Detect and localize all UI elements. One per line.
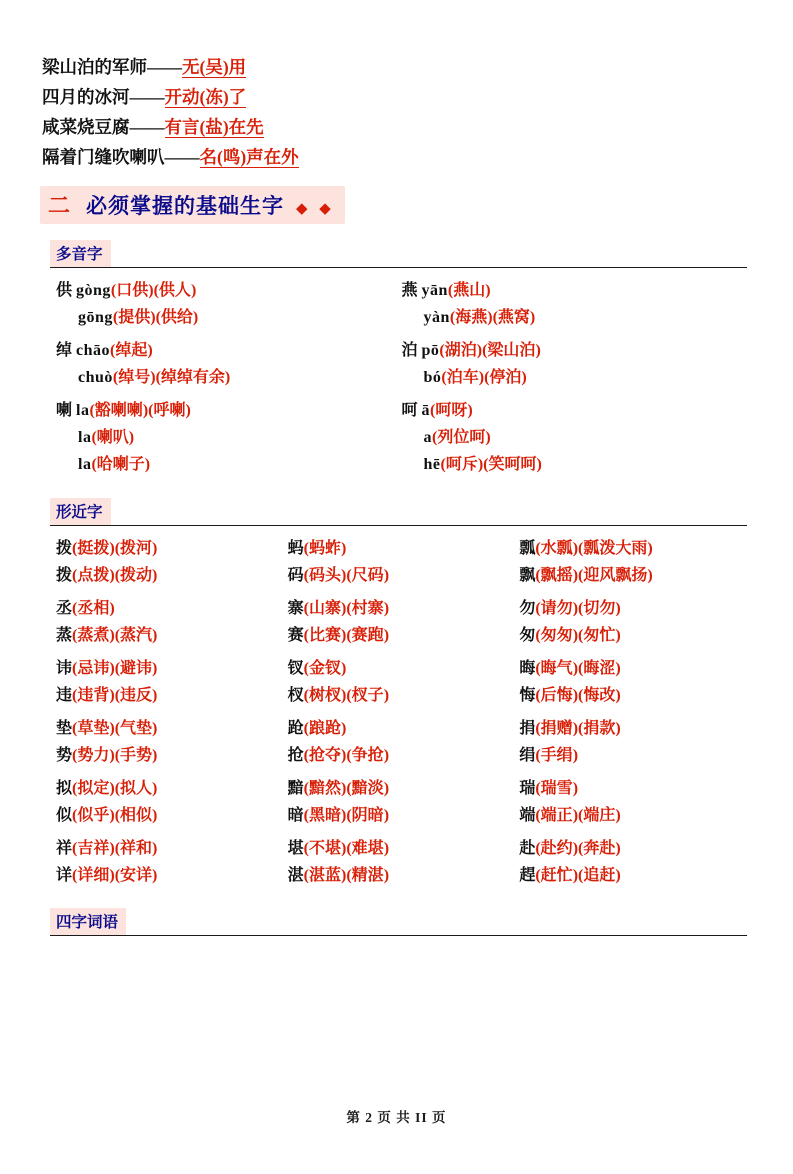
word: 奔赴	[583, 840, 616, 857]
word: 丞相	[77, 600, 110, 617]
word: 捐款	[583, 720, 616, 737]
word: 绰号	[118, 369, 151, 386]
polyphone-group	[56, 395, 402, 482]
character: 堪	[287, 840, 304, 857]
nearshape-cell	[519, 832, 747, 892]
pinyin: ā	[421, 402, 431, 419]
character: 蚂	[287, 540, 304, 557]
character: 势	[56, 747, 73, 764]
word: 拨动	[120, 567, 153, 584]
table-row: 湛(湛蓝)(精湛)	[287, 867, 390, 884]
character: 湛	[287, 867, 304, 884]
table-row: 赴(赴约)(奔赴)	[519, 840, 621, 857]
word: 阴暗	[351, 807, 384, 824]
word: 燕窝	[497, 309, 530, 326]
character: 拨	[56, 540, 73, 557]
table-row: 寨(山寨)(村寨)	[287, 600, 390, 617]
nearshape-cell	[56, 832, 284, 892]
word: 湛蓝	[309, 867, 342, 884]
word: 不堪	[309, 840, 342, 857]
table-row: 瑞(瑞雪)	[519, 780, 579, 797]
pinyin: yàn	[423, 309, 450, 326]
word: 似乎	[77, 807, 110, 824]
table-row: 拨(点拨)(拨动)	[56, 567, 158, 584]
character: 拨	[56, 567, 73, 584]
character: 勿	[519, 600, 536, 617]
riddle-list	[0, 52, 793, 172]
word: 安详	[120, 867, 153, 884]
word: 手绢	[540, 747, 573, 764]
character: 违	[56, 687, 73, 704]
word: 端正	[540, 807, 573, 824]
character: 祥	[56, 840, 73, 857]
word: 湖泊	[444, 342, 477, 359]
word: 争抢	[351, 747, 384, 764]
polyphone-group	[402, 275, 748, 335]
table-row: gōng(提供)(供给)	[78, 309, 199, 326]
riddle-answer: 无(吴)用	[182, 57, 247, 77]
word: 踉跄	[309, 720, 342, 737]
word: 详细	[77, 867, 110, 884]
word: 黑暗	[309, 807, 342, 824]
table-row: 绰 chāo(绰起)	[56, 342, 153, 359]
character: 供	[56, 282, 73, 299]
polyphone-group	[56, 335, 402, 395]
character: 杈	[287, 687, 304, 704]
word: 黯然	[309, 780, 342, 797]
list-item	[42, 142, 793, 172]
polyphone-group	[56, 275, 402, 335]
section-number: 二	[48, 193, 73, 218]
table-row: 祥(吉祥)(祥和)	[56, 840, 158, 857]
word: 捐赠	[540, 720, 573, 737]
character: 讳	[56, 660, 73, 677]
word: 点拨	[77, 567, 110, 584]
nearshape-cell	[519, 592, 747, 652]
word: 端庄	[583, 807, 616, 824]
word: 切勿	[583, 600, 616, 617]
word: 瓢泼大雨	[583, 540, 648, 557]
word: 请勿	[540, 600, 573, 617]
table-row: 飘(飘摇)(迎风飘扬)	[519, 567, 653, 584]
riddle-clue: 梁山泊的军师——	[42, 57, 182, 77]
character: 瑞	[519, 780, 536, 797]
list-item	[42, 52, 793, 82]
word: 泊车	[446, 369, 479, 386]
word: 金钗	[309, 660, 342, 677]
character: 暗	[287, 807, 304, 824]
word: 呼喇	[153, 402, 186, 419]
character: 绢	[519, 747, 536, 764]
table-row: 晦(晦气)(晦涩)	[519, 660, 621, 677]
character: 跄	[287, 720, 304, 737]
nearshape-cell	[288, 652, 516, 712]
document-page	[0, 52, 793, 1174]
word: 呵呀	[435, 402, 468, 419]
word: 呵斥	[445, 456, 478, 473]
riddle-answer: 有言(盐)在先	[164, 117, 264, 137]
table-row: 杈(树杈)(杈子)	[287, 687, 390, 704]
pinyin: la	[76, 402, 90, 419]
character: 蒸	[56, 627, 73, 644]
riddle-clue: 隔着门缝吹喇叭——	[42, 147, 200, 167]
word: 赴约	[540, 840, 573, 857]
list-item	[42, 112, 793, 142]
table-row: 跄(踉跄)	[287, 720, 347, 737]
table-row: 端(端正)(端庄)	[519, 807, 621, 824]
word: 手势	[120, 747, 153, 764]
table-row: yàn(海燕)(燕窝)	[423, 309, 536, 326]
table-row: 垫(草垫)(气垫)	[56, 720, 158, 737]
word: 尺码	[351, 567, 384, 584]
word: 燕山	[453, 282, 486, 299]
character: 悔	[519, 687, 536, 704]
table-row: 讳(忌讳)(避讳)	[56, 660, 158, 677]
word: 拟定	[77, 780, 110, 797]
nearshape-cell	[56, 532, 284, 592]
pinyin: la	[78, 456, 92, 473]
word: 蚂蚱	[309, 540, 342, 557]
word: 豁喇喇	[94, 402, 143, 419]
section-heading	[40, 186, 345, 224]
word: 草垫	[77, 720, 110, 737]
pinyin: a	[423, 429, 432, 446]
word: 绰起	[115, 342, 148, 359]
word: 拨河	[120, 540, 153, 557]
word: 追赶	[583, 867, 616, 884]
table-row: 详(详细)(安详)	[56, 867, 158, 884]
pinyin: chāo	[76, 342, 111, 359]
character: 燕	[401, 282, 418, 299]
table-row: 趕(赶忙)(追赶)	[519, 867, 621, 884]
diamond-icon: ◆ ◆	[296, 201, 335, 217]
word: 难堪	[351, 840, 384, 857]
word: 祥和	[120, 840, 153, 857]
word: 口供	[116, 282, 149, 299]
table-row: 暗(黑暗)(阴暗)	[287, 807, 390, 824]
word: 供给	[160, 309, 193, 326]
word: 匆匆	[540, 627, 573, 644]
table-row: la(喇叭)	[78, 429, 135, 446]
table-row: la(哈喇子)	[78, 456, 151, 473]
character: 绰	[56, 342, 73, 359]
character: 匆	[519, 627, 536, 644]
table-row: 黯(黯然)(黯淡)	[287, 780, 390, 797]
table-row: 喇 la(豁喇喇)(呼喇)	[56, 402, 191, 419]
character: 钗	[287, 660, 304, 677]
character: 晦	[519, 660, 536, 677]
table-row: 码(码头)(尺码)	[287, 567, 390, 584]
table-row: 悔(后悔)(悔改)	[519, 687, 621, 704]
character: 捐	[519, 720, 536, 737]
list-item	[42, 82, 793, 112]
table-row: a(列位呵)	[423, 429, 491, 446]
nearshape-table	[56, 532, 747, 892]
nearshape-cell	[519, 712, 747, 772]
table-row: 燕 yān(燕山)	[401, 282, 491, 299]
table-row: 捐(捐赠)(捐款)	[519, 720, 621, 737]
table-row: 蚂(蚂蚱)	[287, 540, 347, 557]
pinyin: la	[78, 429, 92, 446]
table-row: 拨(挺拨)(拨河)	[56, 540, 158, 557]
word: 水瓢	[540, 540, 573, 557]
word: 瑞雪	[540, 780, 573, 797]
word: 拟人	[120, 780, 153, 797]
subheading-nearshape	[0, 498, 793, 525]
table-row: 瓢(水瓢)(瓢泼大雨)	[519, 540, 653, 557]
word: 飘摇	[540, 567, 573, 584]
pinyin: gōng	[78, 309, 113, 326]
nearshape-cell	[288, 532, 516, 592]
table-row: 似(似乎)(相似)	[56, 807, 158, 824]
word: 蒸汽	[120, 627, 153, 644]
table-row: 势(势力)(手势)	[56, 747, 158, 764]
nearshape-cell	[56, 592, 284, 652]
word: 赛跑	[351, 627, 384, 644]
polyphone-group	[402, 395, 748, 482]
word: 气垫	[120, 720, 153, 737]
nearshape-cell	[288, 712, 516, 772]
table-row: 丞(丞相)	[56, 600, 115, 617]
character: 趕	[519, 867, 536, 884]
word: 势力	[77, 747, 110, 764]
character: 黯	[287, 780, 304, 797]
table-row: chuò(绰号)(绰绰有余)	[78, 369, 231, 386]
table-row: 泊 pō(湖泊)(梁山泊)	[401, 342, 541, 359]
pinyin: chuò	[78, 369, 113, 386]
character: 丞	[56, 600, 73, 617]
word: 喇叭	[96, 429, 129, 446]
character: 瓢	[519, 540, 536, 557]
word: 匆忙	[583, 627, 616, 644]
nearshape-cell	[56, 712, 284, 772]
word: 树杈	[309, 687, 342, 704]
character: 泊	[401, 342, 418, 359]
table-row: hē(呵斥)(笑呵呵)	[423, 456, 542, 473]
nearshape-cell	[519, 532, 747, 592]
nearshape-cell	[56, 772, 284, 832]
table-row: 绢(手绢)	[519, 747, 579, 764]
word: 提供	[118, 309, 151, 326]
table-row: 赛(比赛)(赛跑)	[287, 627, 390, 644]
character: 码	[287, 567, 304, 584]
word: 比赛	[309, 627, 342, 644]
subheading-label: 多音字	[50, 240, 111, 267]
nearshape-cell	[288, 832, 516, 892]
character: 赴	[519, 840, 536, 857]
word: 绰绰有余	[160, 369, 225, 386]
nearshape-cell	[56, 652, 284, 712]
subheading-label: 形近字	[50, 498, 111, 525]
word: 悔改	[583, 687, 616, 704]
word: 海燕	[455, 309, 488, 326]
pinyin: pō	[421, 342, 440, 359]
word: 村寨	[351, 600, 384, 617]
character: 喇	[56, 402, 73, 419]
word: 违背	[77, 687, 110, 704]
word: 迎风飘扬	[583, 567, 648, 584]
nearshape-cell	[288, 772, 516, 832]
word: 抢夺	[309, 747, 342, 764]
polyphone-table	[56, 275, 747, 482]
character: 拟	[56, 780, 73, 797]
character: 寨	[287, 600, 304, 617]
table-row: 违(违背)(违反)	[56, 687, 158, 704]
word: 供人	[158, 282, 191, 299]
table-row: bó(泊车)(停泊)	[423, 369, 527, 386]
nearshape-cell	[288, 592, 516, 652]
subheading-fourchar	[0, 908, 793, 935]
table-row: 钗(金钗)	[287, 660, 347, 677]
table-row: 拟(拟定)(拟人)	[56, 780, 158, 797]
word: 哈喇子	[96, 456, 145, 473]
character: 呵	[401, 402, 418, 419]
word: 码头	[309, 567, 342, 584]
word: 赶忙	[540, 867, 573, 884]
riddle-clue: 四月的冰河——	[42, 87, 165, 107]
table-row: 蒸(蒸煮)(蒸汽)	[56, 627, 158, 644]
table-row: 抢(抢夺)(争抢)	[287, 747, 390, 764]
page-title: 必须掌握的基础生字	[86, 194, 285, 218]
subheading-polyphone	[0, 240, 793, 267]
character: 赛	[287, 627, 304, 644]
word: 相似	[120, 807, 153, 824]
character: 飘	[519, 567, 536, 584]
word: 避讳	[120, 660, 153, 677]
riddle-answer: 名(鸣)声在外	[199, 147, 299, 167]
word: 停泊	[489, 369, 522, 386]
character: 垫	[56, 720, 73, 737]
word: 山寨	[309, 600, 342, 617]
page-footer: 第 2 页 共 II 页	[346, 1110, 447, 1125]
riddle-answer: 开动(冻)了	[164, 87, 247, 107]
nearshape-cell	[519, 652, 747, 712]
pinyin: bó	[423, 369, 442, 386]
word: 列位呵	[437, 429, 486, 446]
character: 端	[519, 807, 536, 824]
character: 似	[56, 807, 73, 824]
table-row: 呵 ā(呵呀)	[401, 402, 473, 419]
character: 抢	[287, 747, 304, 764]
pinyin: gòng	[76, 282, 111, 299]
polyphone-group	[402, 335, 748, 395]
word: 晦气	[540, 660, 573, 677]
pinyin: yān	[421, 282, 448, 299]
word: 精湛	[351, 867, 384, 884]
word: 违反	[120, 687, 153, 704]
riddle-clue: 咸菜烧豆腐——	[42, 117, 165, 137]
word: 吉祥	[77, 840, 110, 857]
table-row: 堪(不堪)(难堪)	[287, 840, 390, 857]
word: 杈子	[351, 687, 384, 704]
subheading-label: 四字词语	[50, 908, 126, 935]
table-row: 匆(匆匆)(匆忙)	[519, 627, 621, 644]
word: 挺拨	[77, 540, 110, 557]
nearshape-cell	[519, 772, 747, 832]
word: 梁山泊	[487, 342, 536, 359]
pinyin: hē	[423, 456, 441, 473]
word: 晦涩	[583, 660, 616, 677]
word: 忌讳	[77, 660, 110, 677]
table-row: 勿(请勿)(切勿)	[519, 600, 621, 617]
word: 笑呵呵	[488, 456, 537, 473]
word: 蒸煮	[77, 627, 110, 644]
character: 详	[56, 867, 73, 884]
word: 后悔	[540, 687, 573, 704]
table-row: 供 gòng(口供)(供人)	[56, 282, 197, 299]
word: 黯淡	[351, 780, 384, 797]
